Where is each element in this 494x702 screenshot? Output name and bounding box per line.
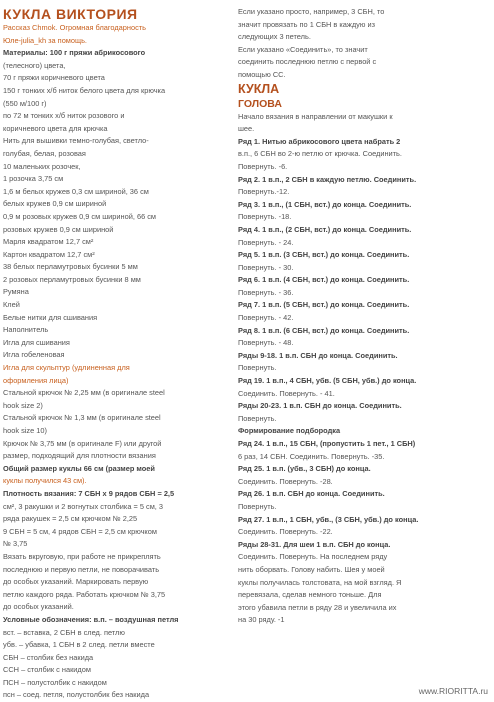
text-line: Материалы: 100 г пряжи абрикосового (3, 48, 146, 58)
subsection-heading: ГОЛОВА (238, 97, 282, 110)
text-line: следующих 3 петель. (238, 32, 311, 42)
text-line: Если указано просто, например, 3 СБН, то (238, 7, 385, 16)
intro-text (238, 6, 490, 82)
text-line: ряда ракушек = 2,5 см крючком № 2,25 (3, 514, 138, 524)
text-line: Общий размер куклы 66 см (размер моей (3, 463, 155, 473)
text-line: Если указано «Соединить», то значит (238, 44, 368, 54)
text-line: Юле-julia_kh за помощь. (3, 35, 87, 45)
text-line: Ряд 4. 1 в.п., (2 СБН, вст.) до конца. Соединить. (238, 224, 412, 234)
text-line: значит провязать по 1 СБН в каждую из (238, 19, 375, 29)
text-line: Повернуть. (238, 363, 277, 373)
text-line: Ряды 28-31. Для шеи 1 в.п. СБН до конца. (238, 539, 391, 549)
text-line: Повернуть. - 48. (238, 338, 294, 348)
text-line: Крючок № 3,75 мм (в оригинале F) или другой (3, 438, 162, 448)
text-line: соединить последнюю петлю с первой с (238, 57, 377, 67)
text-line: Ряд 27. 1 в.п., 1 СБН, убв., (3 СБН, убв.) до конца. (238, 514, 419, 524)
text-line: Повернуть. (238, 501, 277, 511)
text-line: 9 СБН = 5 см, 4 рядов СБН = 2,5 см крючком (3, 526, 157, 536)
text-line: в.п., 6 СБН во 2-ю петлю от крючка. Соединить. (238, 149, 402, 159)
text-line: Соединить. Повернуть. - 41. (238, 388, 335, 398)
section-heading: КУКЛА (238, 81, 280, 96)
text-line: Ряд 1. Нитью абрикосового цвета набрать 2 (238, 136, 401, 146)
left-text (3, 22, 231, 702)
text-line: 1,6 м белых кружев 0,3 см шириной, 36 см (3, 186, 149, 196)
text-line: розовых кружев 0,9 см шириной (3, 224, 114, 234)
text-line: Повернуть. (238, 413, 277, 423)
text-line: этого убавила петли в ряду 28 и увеличила их (238, 602, 397, 612)
text-line: перевязала, сделав немного тоньше. Для (238, 590, 382, 600)
text-line: 6 раз, 14 СБН. Соединить. Повернуть. -35. (238, 451, 385, 461)
text-line: Игла для скульптур (удлиненная для (3, 363, 130, 373)
text-line: № 3,75 (3, 539, 28, 549)
text-line: Белые нитки для сшивания (3, 312, 98, 322)
text-line: Стальной крючок № 1,3 мм (в оригинале steel (3, 413, 161, 423)
text-line: Марля квадратом 12,7 см² (3, 237, 94, 247)
text-line: последнюю и первую петли, не поворачивать (3, 564, 160, 574)
text-line: Соединить. Повернуть. -22. (238, 527, 333, 537)
rows-text (238, 111, 490, 627)
text-line: Ряд 26. 1 в.п. СБН до конца. Соединить. (238, 489, 385, 499)
text-line: Повернуть. - 42. (238, 313, 294, 323)
text-line: 10 маленьких розочек, (3, 161, 81, 171)
text-line: Повернуть. -18. (238, 212, 292, 222)
text-line: Соединить. Повернуть. -28. (238, 476, 333, 486)
text-line: Нить для вышивки темно-голубая, светло- (3, 136, 149, 146)
doc-title: КУКЛА ВИКТОРИЯ (3, 6, 138, 22)
text-line: 2 розовых перламутровых бусинки 8 мм (3, 274, 141, 284)
text-line: Ряд 6. 1 в.п. (4 СБН, вст.) до конца. Соединить. (238, 275, 410, 285)
text-line: Ряд 25. 1 в.п. (убв., 3 СБН) до конца. (238, 464, 371, 474)
text-line: ССН – столбик с накидом (3, 665, 91, 675)
text-line: 0,9 м розовых кружев 0,9 см шириной, 66 см (3, 211, 157, 221)
text-line: размер, подходящий для плотности вязания (3, 451, 156, 461)
text-line: Вязать вкруговую, при работе не прикреплять (3, 551, 161, 561)
text-line: Рассказ Chmok. Огромная благодарность (3, 23, 147, 32)
right-column (238, 6, 490, 627)
text-line: Повернуть. - 24. (238, 237, 294, 247)
text-line: Плотность вязания: 7 СБН х 9 рядов СБН = 2,5 (3, 488, 175, 498)
text-line: по 72 м тонких х/б ниток розового и (3, 111, 125, 121)
text-line: куклы получился 43 см). (3, 476, 87, 486)
text-line: вст. – вставка, 2 СБН в след. петлю (3, 627, 125, 637)
text-line: псн – соед. петля, полустолбик без накида (3, 690, 150, 700)
text-line: (телесного) цвета, (3, 60, 66, 70)
text-line: Ряд 7. 1 в.п. (5 СБН, вст.) до конца. Соединить. (238, 300, 410, 310)
text-line: Стальной крючок № 2,25 мм (в оригинале steel (3, 388, 165, 398)
text-line: помощью СС. (238, 69, 286, 79)
text-line: Повернуть.-12. (238, 187, 290, 197)
text-line: Ряд 5. 1 в.п. (3 СБН, вст.) до конца. Соединить. (238, 250, 410, 260)
text-line: 150 г тонких х/б ниток белого цвета для крючка (3, 85, 166, 95)
text-line: Картон квадратом 12,7 см² (3, 249, 95, 259)
text-line: нить оборвать. Голову набить. Шея у моей (238, 564, 385, 574)
text-line: (550 м/100 г) (3, 98, 47, 108)
text-line: Ряд 3. 1 в.п., (1 СБН, вст.) до конца. Соединить. (238, 199, 412, 209)
text-line: Условные обозначения: в.п. – воздушная петля (3, 614, 179, 624)
text-line: Ряды 9-18. 1 в.п. СБН до конца. Соединить. (238, 350, 398, 360)
text-line: Повернуть. - 30. (238, 262, 294, 272)
text-line: ПСН – полустолбик с накидом (3, 677, 107, 687)
text-line: 1 розочка 3,75 см (3, 174, 64, 184)
text-line: СБН – столбик без накида (3, 652, 94, 662)
text-line: до особых указаний. (3, 602, 74, 612)
text-line: Соединить. Повернуть. На последнем ряду (238, 552, 388, 562)
text-line: куклы получилась толстовата, на мой взгляд. Я (238, 577, 402, 587)
text-line: hook size 2) (3, 400, 43, 410)
text-line: Начало вязания в направлении от макушки к (238, 111, 393, 121)
text-line: Ряд 24. 1 в.п., 15 СБН, (пропустить 1 пет., 1 СБН) (238, 439, 416, 448)
text-line: голубая, белая, розовая (3, 148, 86, 158)
text-line: Ряды 20-23. 1 в.п. СБН до конца. Соединить. (238, 401, 402, 411)
text-line: Повернуть. -6. (238, 161, 288, 171)
left-column (3, 6, 231, 702)
text-line: петлю каждого ряда. Работать крючком № 3,75 (3, 589, 166, 599)
text-line: hook size 10) (3, 426, 47, 435)
text-line: Ряд 19. 1 в.п., 4 СБН, убв. (5 СБН, убв.) до конца. (238, 376, 417, 386)
text-line: на 30 ряду. -1 (238, 615, 285, 625)
text-line: Наполнитель (3, 325, 49, 335)
text-line: Повернуть. - 36. (238, 287, 294, 297)
text-line: оформления лица) (3, 375, 69, 385)
text-line: шее. (238, 124, 255, 134)
watermark: www.RIORITTA.ru (418, 686, 488, 696)
text-line: до особых указаний. Маркировать первую (3, 577, 149, 587)
text-line: Ряд 8. 1 в.п. (6 СБН, вст.) до конца. Соединить. (238, 325, 410, 335)
text-line: 38 белых перламутровых бусинки 5 мм (3, 262, 138, 272)
text-line: 70 г пряжи коричневого цвета (3, 73, 105, 83)
text-line: Формирование подбородка (238, 426, 341, 436)
text-line: Игла для сшивания (3, 337, 70, 347)
text-line: белых кружев 0,9 см шириной (3, 199, 107, 209)
text-line: Ряд 2. 1 в.п., 2 СБН в каждую петлю. Соединить. (238, 174, 417, 184)
text-line: Румяна (3, 287, 29, 297)
text-line: см², 3 ракушки и 2 вогнутых столбика = 5 см, 3 (3, 501, 164, 511)
text-line: коричневого цвета для крючка (3, 123, 108, 133)
text-line: Клей (3, 300, 20, 310)
text-line: убв. – убавка, 1 СБН в 2 след. петли вместе (3, 640, 155, 650)
text-line: Игла гобеленовая (3, 350, 65, 360)
